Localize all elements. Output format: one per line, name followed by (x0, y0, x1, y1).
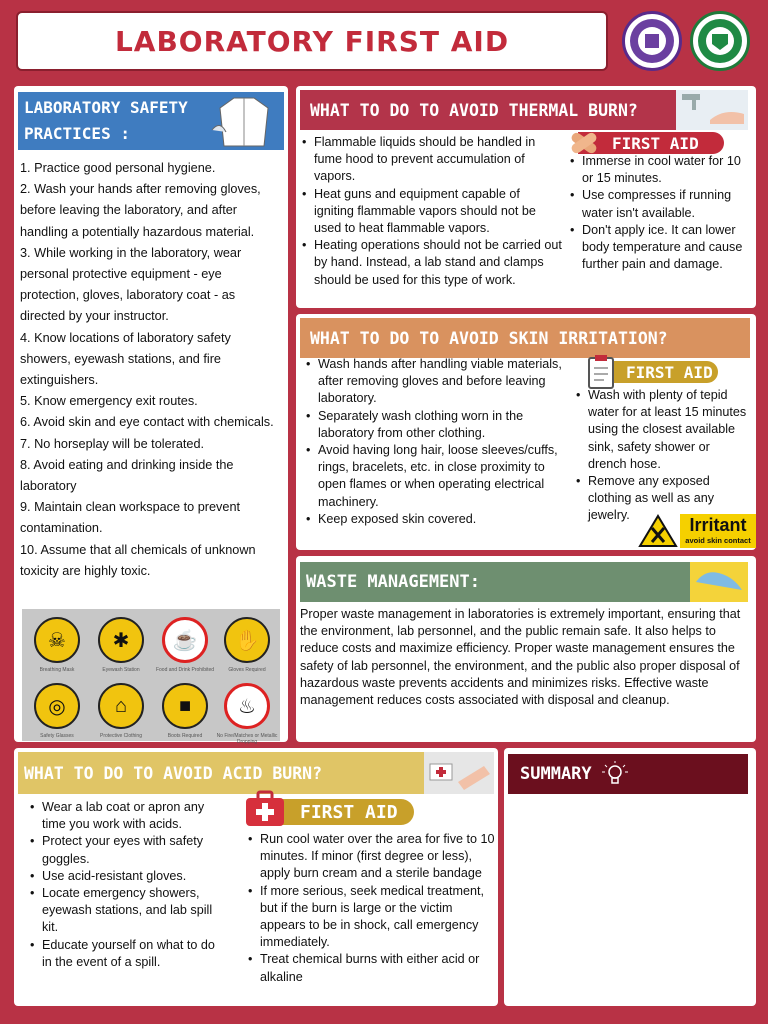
safety-item: 7. No horseplay will be tolerated. (20, 436, 205, 451)
waste-management-panel (296, 556, 756, 742)
no-fire-icon: ♨ (224, 683, 270, 729)
sign-gloves-required: ✋ Gloves Required (214, 617, 280, 673)
sign-safety-glasses: ◎ Safety Glasses (24, 683, 90, 739)
safety-item: 2. Wash your hands after removing gloves, before leaving the laboratory, and after handling a potentially hazardous material. (20, 182, 261, 239)
thermal-first-aid-list (568, 153, 750, 273)
gloves-icon: ✋ (224, 617, 270, 663)
skin-first-aid-badge: FIRST AID (592, 361, 718, 383)
skin-irritation-header: WHAT TO DO TO AVOID SKIN IRRITATION? (300, 318, 750, 358)
list-item: • Protect your eyes with safety goggles. (28, 833, 228, 867)
safety-item: 4. Know locations of laboratory safety showers, eyewash stations, and fire extinguishers. (20, 330, 231, 388)
list-item: • Remove any exposed clothing as well as any jewelry. (574, 473, 750, 525)
thermal-tips (300, 134, 562, 289)
list-item: • Wash hands after handling viable materials, after removing gloves and before leaving laboratory. (304, 356, 566, 408)
first-aid-kit-icon (244, 790, 286, 828)
safety-item: 3. While working in the laboratory, wear personal protective equipment - eye protection, gloves, laboratory coat - as directed by your instructor. (20, 245, 242, 324)
faucet-hands-icon (676, 90, 748, 130)
sign-breathing-mask: ☠ Breathing Mask (24, 617, 90, 673)
summary-header: SUMMARY (508, 754, 748, 794)
harmful-warning-icon (638, 514, 678, 548)
safety-item: 6. Avoid skin and eye contact with chemicals. (20, 415, 274, 430)
acid-burn-panel (14, 748, 498, 1006)
list-item: • Immerse in cool water for 10 or 15 minutes. (568, 153, 750, 187)
list-item: • Heating operations should not be carried out by hand. Instead, a lab stand and clamps should be used for this type of work. (300, 237, 562, 289)
waste-management-text: Proper waste management in laboratories is extremely important, ensuring that the environment, lab personnel, and the public remain safe. It also helps to reduce costs and maximize efficiency. Proper waste management ensures the safety of lab personnel, the environment, and the public also proper disposal of hazardous waste prevents accidents and minimizes risks. Effective waste management reduces costs associated with disposal and cleanup. (300, 607, 741, 708)
list-item: • If more serious, seek medical treatment, but if the burn is large or the victim appears to be in shock, call emergency immediately. (246, 883, 498, 952)
safety-heading-line1: LABORATORY SAFETY (24, 98, 188, 117)
page-title: LABORATORY FIRST AID (114, 24, 510, 58)
acid-first-aid-list (246, 831, 498, 986)
acid-burn-header: WHAT TO DO TO AVOID ACID BURN? (18, 752, 494, 794)
lab-coat-icon: ⌂ (98, 683, 144, 729)
college-seal-logo (690, 11, 750, 71)
list-item: • Locate emergency showers, eyewash stations, and lab spill kit. (28, 885, 228, 937)
skin-first-aid-list (574, 387, 750, 525)
list-item: • Wear a lab coat or apron any time you work with acids. (28, 799, 228, 833)
safety-signs-grid (22, 609, 280, 745)
sign-no-food: ☕ Food and Drink Prohibited (152, 617, 218, 673)
list-item: • Heat guns and equipment capable of igniting flammable vapors should not be used to heat flammable vapors. (300, 186, 562, 238)
list-item: • Run cool water over the area for five to 10 minutes. If minor (first degree or less), apply burn cream and a sterile bandage (246, 831, 498, 883)
eyewash-icon: ✱ (98, 617, 144, 663)
university-seal-logo (622, 11, 682, 71)
list-item: • Don't apply ice. It can lower body temperature and cause further pain and damage. (568, 222, 750, 274)
title-banner (16, 11, 608, 71)
glasses-icon: ◎ (34, 683, 80, 729)
no-food-icon: ☕ (162, 617, 208, 663)
gas-mask-icon: ☠ (34, 617, 80, 663)
sign-eyewash-station: ✱ Eyewash Station (88, 617, 154, 673)
list-item: • Educate yourself on what to do in the event of a spill. (28, 937, 228, 971)
boots-icon: ■ (162, 683, 208, 729)
acid-tips (28, 799, 228, 971)
safety-item: 5. Know emergency exit routes. (20, 394, 198, 409)
irritant-subtitle: avoid skin contact (685, 536, 751, 545)
clipboard-icon (586, 354, 616, 390)
summary-panel (504, 748, 756, 1006)
lab-coat-icon (208, 94, 280, 150)
safety-practices-panel (14, 86, 288, 745)
sign-protective-clothing: ⌂ Protective Clothing (88, 683, 154, 739)
gloved-hands-icon (690, 562, 748, 602)
list-item: • Separately wash clothing worn in the laboratory from other clothing. (304, 408, 566, 442)
irritant-sign (680, 514, 756, 548)
list-item: • Use compresses if running water isn't available. (568, 187, 750, 221)
list-item: • Treat chemical burns with either acid or alkaline (246, 951, 498, 985)
list-item: • Avoid having long hair, loose sleeves/cuffs, rings, bracelets, etc. in close proximity to open flames or when operating electrical machinery. (304, 442, 566, 511)
sign-no-fire: ♨ No Fire/Matches or Metallic Dropping (214, 683, 280, 745)
thermal-burn-header: WHAT TO DO TO AVOID THERMAL BURN? (300, 90, 748, 130)
safety-item: 9. Maintain clean workspace to prevent contamination. (20, 500, 241, 536)
thermal-first-aid-badge: FIRST AID (578, 132, 724, 154)
sign-boots-required: ■ Boots Required (152, 683, 218, 739)
skin-irritation-panel (296, 314, 756, 550)
skin-tips (304, 356, 566, 528)
safety-item: 10. Assume that all chemicals of unknown toxicity are highly toxic. (20, 542, 256, 578)
safety-heading-line2: PRACTICES : (24, 124, 130, 143)
first-aid-kit-hands-icon (424, 752, 494, 794)
acid-first-aid-badge: FIRST AID (266, 799, 414, 825)
thermal-burn-panel (296, 86, 756, 308)
safety-list (20, 158, 282, 582)
safety-item: 1. Practice good personal hygiene. (20, 161, 216, 175)
list-item: • Flammable liquids should be handled in fume hood to prevent accumulation of vapors. (300, 134, 562, 186)
waste-management-header: WASTE MANAGEMENT: (300, 562, 748, 602)
list-item: • Use acid-resistant gloves. (28, 868, 228, 885)
lightbulb-icon (600, 759, 630, 789)
irritant-title: Irritant (689, 515, 747, 535)
list-item: • Keep exposed skin covered. (304, 511, 566, 528)
safety-item: 8. Avoid eating and drinking inside the laboratory (20, 457, 234, 494)
list-item: • Wash with plenty of tepid water for at least 15 minutes using the closest available sink, safety shower or drench hose. (574, 387, 750, 473)
